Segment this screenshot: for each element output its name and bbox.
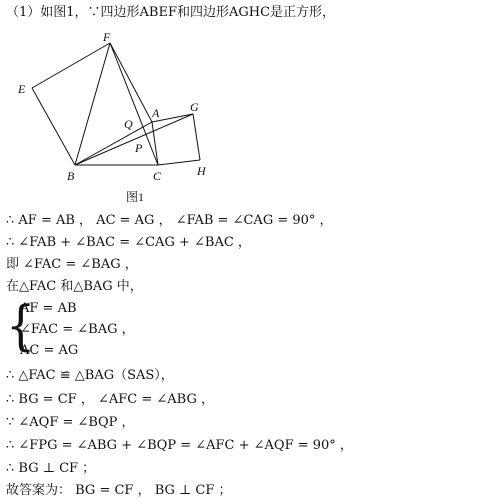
step-line-2: ∴ ∠FAB + ∠BAC = ∠CAG + ∠BAC ， xyxy=(6,235,251,250)
step-line-8: ∴ ∠FPG = ∠ABG + ∠BQP = ∠AFC + ∠AQF = 90° ， xyxy=(6,438,353,453)
system-line-2: ∠FAC = ∠BAG ， xyxy=(20,322,135,337)
label-F: F xyxy=(103,30,111,44)
step-line-5: ∴ △FAC ≌ △BAG（SAS）， xyxy=(6,368,174,383)
label-C: C xyxy=(153,169,162,183)
intro-line: （1）如图1，∵四边形ABEF和四边形AGHC是正方形， xyxy=(6,5,336,20)
label-Q: Q xyxy=(124,117,133,131)
geometry-figure-1 xyxy=(0,18,230,208)
label-P: P xyxy=(135,141,143,155)
label-H: H xyxy=(197,164,206,178)
answer-line: 故答案为： BG = CF ， BG ⊥ CF ； xyxy=(6,483,232,498)
step-line-9: ∴ BG ⊥ CF ； xyxy=(6,461,96,476)
system-line-1: AF = AB xyxy=(20,301,77,316)
label-G: G xyxy=(190,100,199,114)
system-line-3: AC = AG xyxy=(20,343,79,358)
step-line-6: ∴ BG = CF ， ∠AFC = ∠ABG ， xyxy=(6,392,214,407)
label-B: B xyxy=(67,169,75,183)
label-A: A xyxy=(152,106,160,120)
system-brace: { xyxy=(6,294,36,357)
label-E: E xyxy=(18,82,26,96)
step-line-7: ∵ ∠AQF = ∠BQP ， xyxy=(6,415,135,430)
step-line-3: 即 ∠FAC = ∠BAG ， xyxy=(6,257,138,272)
step-line-1: ∴ AF = AB ， AC = AG ， ∠FAB = ∠CAG = 90° ， xyxy=(6,213,333,228)
step-line-4: 在△FAC 和△BAG 中， xyxy=(6,279,143,294)
figure-caption: 图1 xyxy=(126,190,145,204)
